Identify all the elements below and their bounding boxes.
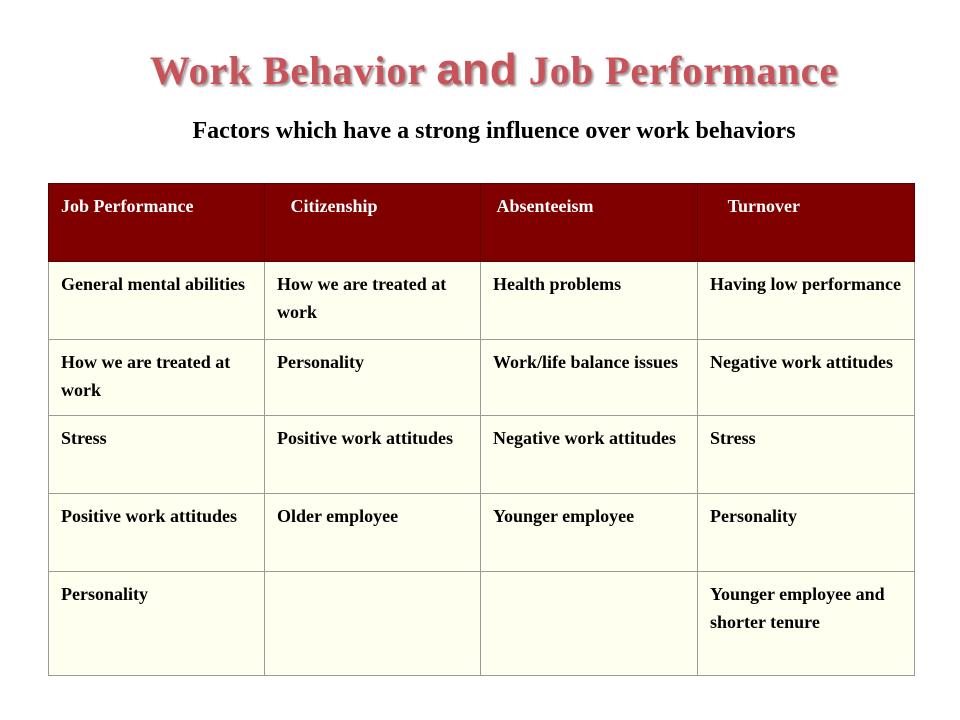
slide-subtitle: Factors which have a strong influence over work behaviors [192, 118, 796, 144]
table-row [49, 416, 915, 494]
title-and: and [436, 45, 518, 94]
table-row [49, 262, 915, 340]
header-job-performance: Job Performance [49, 184, 265, 262]
table-cell: Negative work attitudes [698, 340, 915, 416]
table-cell: Stress [49, 416, 265, 494]
title-part-2: Job Performance [517, 48, 839, 93]
table-header-row [49, 184, 915, 262]
table-cell [481, 572, 698, 676]
table-cell: Younger employee [481, 494, 698, 572]
table-cell: How we are treated at work [49, 340, 265, 416]
header-citizenship: Citizenship [265, 184, 481, 262]
table-row [49, 572, 915, 676]
table-cell: Personality [698, 494, 915, 572]
slide-title [0, 40, 960, 101]
table-cell: Negative work attitudes [481, 416, 698, 494]
table-cell [265, 572, 481, 676]
table-cell: Having low performance [698, 262, 915, 340]
table-cell: Positive work attitudes [49, 494, 265, 572]
factors-table [48, 183, 915, 676]
table-row [49, 340, 915, 416]
table-cell: Stress [698, 416, 915, 494]
table-cell: How we are treated at work [265, 262, 481, 340]
table-row [49, 494, 915, 572]
table-cell: General mental abilities [49, 262, 265, 340]
header-turnover: Turnover [698, 184, 915, 262]
table-cell: Work/life balance issues [481, 340, 698, 416]
table-cell: Personality [49, 572, 265, 676]
title-part-1: Work Behavior [149, 48, 437, 93]
table-cell: Younger employee and shorter tenure [698, 572, 915, 676]
table-cell: Older employee [265, 494, 481, 572]
table-cell: Health problems [481, 262, 698, 340]
header-absenteeism: Absenteeism [481, 184, 698, 262]
table-cell: Positive work attitudes [265, 416, 481, 494]
table-cell: Personality [265, 340, 481, 416]
